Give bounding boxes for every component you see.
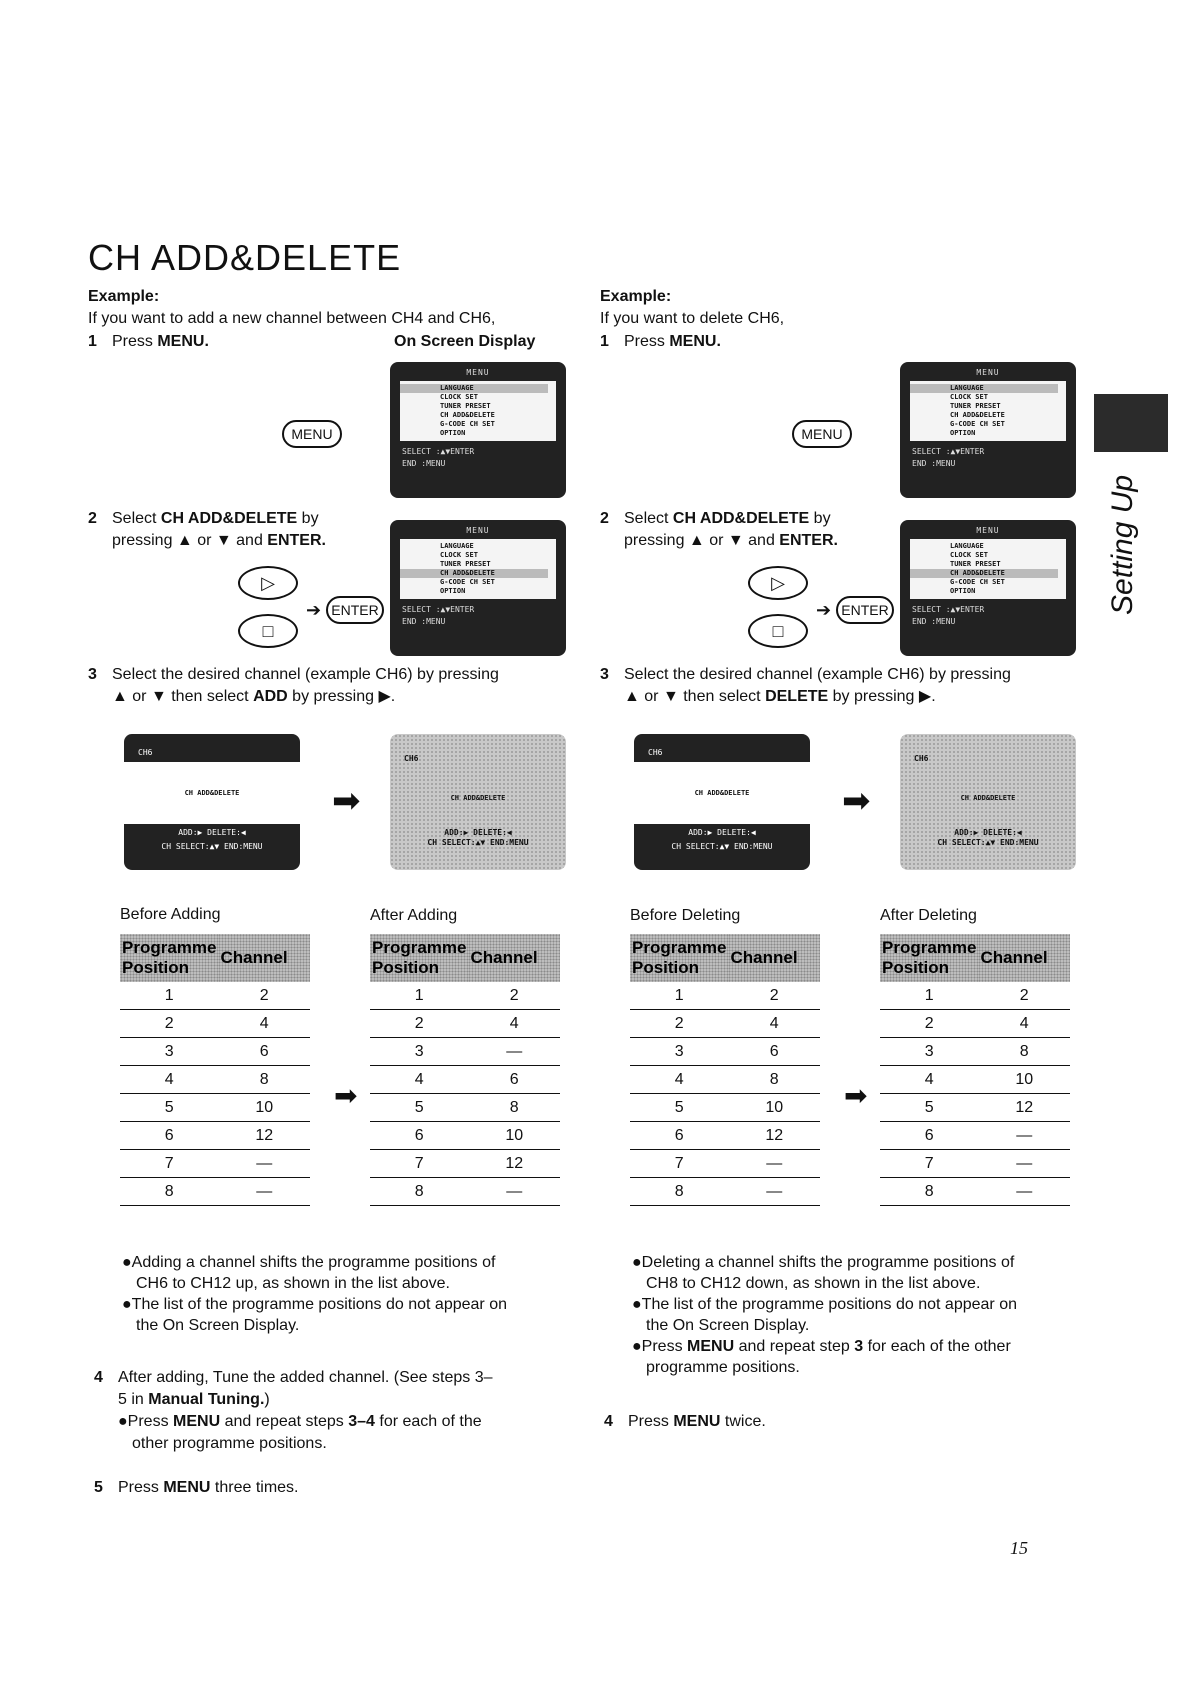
table-row — [120, 1010, 310, 1038]
osd-item: TUNER PRESET — [440, 560, 491, 568]
osd-item: CLOCK SET — [950, 551, 988, 559]
step-text: by — [297, 510, 319, 527]
table-row — [630, 1066, 820, 1094]
channel-cell: 8 — [468, 1094, 560, 1122]
left-step5 — [94, 1477, 298, 1499]
channel-cell: 12 — [728, 1122, 820, 1150]
col-header-channel: Channel — [468, 934, 560, 982]
right-step4 — [604, 1411, 766, 1433]
step-number: 4 — [94, 1369, 103, 1386]
step-text: by pressing ▶. — [287, 688, 396, 705]
position-cell: 3 — [630, 1038, 728, 1066]
table-row — [120, 1066, 310, 1094]
osd-menu-list — [400, 539, 556, 599]
position-cell: 5 — [880, 1094, 978, 1122]
osd-item: CH ADD&DELETE — [910, 569, 1058, 578]
channel-cell: — — [978, 1122, 1070, 1150]
osd-footer: SELECT :▲▼ENTER — [402, 605, 475, 614]
channel-cell: 10 — [468, 1122, 560, 1150]
table-row — [120, 1122, 310, 1150]
osd-ch-header: CH6 — [138, 748, 153, 757]
osd-ch-screen-after — [390, 734, 566, 870]
step-text: Press — [628, 1413, 674, 1430]
note-text: ●The list of the programme positions do not appear on — [122, 1296, 507, 1313]
table-row — [630, 1178, 820, 1206]
osd-menu-title: MENU — [466, 368, 490, 377]
position-cell: 3 — [880, 1038, 978, 1066]
osd-ch-body: CH ADD&DELETE — [634, 762, 810, 824]
dpad-down-icon: □ — [748, 614, 808, 648]
position-cell: 1 — [880, 982, 978, 1010]
channel-cell: 10 — [728, 1094, 820, 1122]
position-cell: 4 — [880, 1066, 978, 1094]
osd-ch-header: CH6 — [404, 754, 419, 763]
osd-footer: CH SELECT:▲▼ END:MENU — [671, 842, 773, 851]
osd-footer: ADD:▶ DELETE:◀ — [954, 828, 1022, 837]
osd-item: G-CODE CH SET — [440, 420, 495, 428]
dpad-up-icon: ▷ — [748, 566, 808, 600]
col-header-position: Programme Position — [120, 934, 218, 982]
osd-item: OPTION — [950, 429, 976, 437]
osd-item: LANGUAGE — [950, 542, 984, 550]
table-row — [880, 1122, 1070, 1150]
osd-item: G-CODE CH SET — [950, 578, 1005, 586]
osd-menu-title: MENU — [976, 368, 1000, 377]
position-cell: 6 — [370, 1122, 468, 1150]
position-cell: 7 — [370, 1150, 468, 1178]
enter-button: ENTER — [836, 596, 894, 624]
channel-cell: 4 — [468, 1010, 560, 1038]
note-text: the On Screen Display. — [136, 1317, 300, 1334]
table-row — [370, 1150, 560, 1178]
dpad-down-icon: □ — [238, 614, 298, 648]
right-example-text: If you want to delete CH6, — [600, 310, 785, 327]
position-cell: 7 — [120, 1150, 218, 1178]
step-text: by pressing ▶. — [828, 688, 936, 705]
osd-ch-header: CH6 — [914, 754, 929, 763]
step-key: MENU. — [669, 333, 721, 350]
table-row — [880, 1178, 1070, 1206]
position-cell: 1 — [120, 982, 218, 1010]
before-adding-label: Before Adding — [120, 906, 221, 923]
osd-item: OPTION — [440, 429, 466, 437]
table-row — [630, 1122, 820, 1150]
osd-menu-screen-selected — [390, 520, 566, 656]
channel-cell: — — [728, 1150, 820, 1178]
section-tab-label: Setting Up — [1106, 474, 1139, 615]
step-number: 5 — [94, 1479, 103, 1496]
position-cell: 5 — [120, 1094, 218, 1122]
step-number: 4 — [604, 1413, 613, 1430]
col-header-channel: Channel — [218, 934, 310, 982]
channel-cell: 6 — [468, 1066, 560, 1094]
step-text: Press — [112, 333, 158, 350]
step-text: After adding, Tune the added channel. (See steps 3– — [118, 1369, 493, 1386]
note-text: ●Deleting a channel shifts the programme positions of — [632, 1254, 1015, 1271]
channel-cell: — — [468, 1038, 560, 1066]
osd-item: TUNER PRESET — [440, 402, 491, 410]
page-number: 15 — [1010, 1538, 1028, 1558]
channel-cell: 6 — [728, 1038, 820, 1066]
position-cell: 6 — [880, 1122, 978, 1150]
col-header-position: Programme Position — [880, 934, 978, 982]
position-cell: 8 — [370, 1178, 468, 1206]
table-row — [370, 1178, 560, 1206]
col-header-position: Programme Position — [370, 934, 468, 982]
position-cell: 4 — [120, 1066, 218, 1094]
channel-cell: 8 — [728, 1066, 820, 1094]
osd-item: LANGUAGE — [400, 384, 548, 393]
osd-item: OPTION — [440, 587, 466, 595]
osd-menu-title: MENU — [976, 526, 1000, 535]
table-row — [370, 982, 560, 1010]
osd-menu-list — [910, 381, 1066, 441]
page-title: CH ADD&DELETE — [88, 237, 402, 278]
step-text: Select the desired channel (example CH6) by pressing — [624, 666, 1011, 683]
left-example-label: Example: — [88, 288, 160, 305]
position-cell: 5 — [370, 1094, 468, 1122]
channel-cell: — — [978, 1178, 1070, 1206]
table-row — [120, 1150, 310, 1178]
osd-item: OPTION — [950, 587, 976, 595]
step-text: Select — [624, 510, 673, 527]
before-deleting-label: Before Deleting — [630, 907, 741, 924]
after-adding-label: After Adding — [370, 907, 458, 924]
step-text: 5 in — [118, 1391, 149, 1408]
osd-menu-screen-selected — [900, 520, 1076, 656]
channel-cell: 4 — [218, 1010, 310, 1038]
position-cell: 3 — [370, 1038, 468, 1066]
position-cell: 8 — [630, 1178, 728, 1206]
position-cell: 1 — [630, 982, 728, 1010]
step-text: twice. — [720, 1413, 766, 1430]
position-cell: 2 — [370, 1010, 468, 1038]
osd-item: G-CODE CH SET — [950, 420, 1005, 428]
table-row — [630, 1038, 820, 1066]
channel-cell: — — [218, 1150, 310, 1178]
position-cell: 4 — [370, 1066, 468, 1094]
note-text: the On Screen Display. — [646, 1317, 810, 1334]
step-key: Manual Tuning. — [148, 1391, 265, 1408]
menu-button: MENU — [792, 420, 852, 448]
osd-item: CLOCK SET — [440, 393, 478, 401]
dpad-up-icon: ▷ — [238, 566, 298, 600]
step-text: Select the desired channel (example CH6) by pressing — [112, 666, 499, 683]
table-row — [370, 1066, 560, 1094]
table-row — [880, 1094, 1070, 1122]
right-step3 — [600, 664, 1011, 708]
note-text: ●Press MENU and repeat step 3 for each of the other — [632, 1338, 1011, 1355]
col-header-position: Programme Position — [630, 934, 728, 982]
osd-ch-header: CH6 — [648, 748, 663, 757]
step-text: Press — [118, 1479, 164, 1496]
osd-footer: CH SELECT:▲▼ END:MENU — [427, 838, 529, 847]
table-row — [630, 1094, 820, 1122]
arrow-right-icon: ➡ — [844, 1080, 868, 1111]
osd-item: CH ADD&DELETE — [400, 569, 548, 578]
osd-menu-list — [910, 539, 1066, 599]
step-text: ) — [264, 1391, 270, 1408]
osd-item: LANGUAGE — [440, 542, 474, 550]
table-row — [630, 1150, 820, 1178]
col-header-channel: Channel — [728, 934, 820, 982]
osd-footer: END :MENU — [402, 459, 446, 468]
channel-cell: 2 — [978, 982, 1070, 1010]
before-deleting-table — [630, 934, 820, 1206]
osd-item: TUNER PRESET — [950, 402, 1001, 410]
arrow-right-icon: ➡ — [334, 1080, 358, 1111]
step-key: MENU — [173, 1413, 221, 1430]
position-cell: 8 — [880, 1178, 978, 1206]
channel-cell: 12 — [978, 1094, 1070, 1122]
osd-item: LANGUAGE — [910, 384, 1058, 393]
step-text: pressing ▲ or ▼ and — [624, 532, 780, 549]
osd-ch-screen-after — [900, 734, 1076, 870]
step-key: 3–4 — [348, 1413, 375, 1430]
position-cell: 6 — [630, 1122, 728, 1150]
step-text: Select — [112, 510, 161, 527]
step-text: ▲ or ▼ then select — [112, 688, 254, 705]
table-row — [880, 1038, 1070, 1066]
channel-cell: 6 — [218, 1038, 310, 1066]
position-cell: 5 — [630, 1094, 728, 1122]
step-key: CH ADD&DELETE — [160, 510, 298, 527]
left-example-text: If you want to add a new channel between CH4 and CH6, — [88, 310, 496, 327]
channel-cell: 4 — [978, 1010, 1070, 1038]
osd-footer: END :MENU — [402, 617, 446, 626]
osd-menu-list — [400, 381, 556, 441]
step-key: ENTER. — [779, 532, 838, 549]
osd-menu-screen — [900, 362, 1076, 498]
table-row — [880, 1150, 1070, 1178]
osd-footer: SELECT :▲▼ENTER — [912, 447, 985, 456]
step-text: three times. — [210, 1479, 299, 1496]
position-cell: 4 — [630, 1066, 728, 1094]
section-tab — [1092, 455, 1152, 645]
osd-footer: SELECT :▲▼ENTER — [402, 447, 475, 456]
osd-item: G-CODE CH SET — [440, 578, 495, 586]
step-text: Press — [624, 333, 670, 350]
arrow-right-icon: ➔ — [816, 600, 832, 620]
channel-cell: — — [468, 1178, 560, 1206]
osd-item: CLOCK SET — [440, 551, 478, 559]
step-text: pressing ▲ or ▼ and — [112, 532, 268, 549]
right-step2 — [600, 508, 838, 552]
step-text: for each of the — [374, 1413, 482, 1430]
step-text: ▲ or ▼ then select — [624, 688, 766, 705]
table-row — [370, 1038, 560, 1066]
osd-label: On Screen Display — [394, 333, 536, 350]
col-header-channel: Channel — [978, 934, 1070, 982]
channel-cell: — — [728, 1178, 820, 1206]
after-deleting-label: After Deleting — [880, 907, 977, 924]
left-step2 — [88, 508, 326, 552]
channel-cell: — — [978, 1150, 1070, 1178]
osd-item: CH ADD&DELETE — [440, 411, 495, 419]
position-cell: 2 — [120, 1010, 218, 1038]
position-cell: 1 — [370, 982, 468, 1010]
section-tab-marker — [1094, 394, 1168, 452]
position-cell: 3 — [120, 1038, 218, 1066]
channel-cell: 8 — [978, 1038, 1070, 1066]
channel-cell: 12 — [468, 1150, 560, 1178]
note-text: ●Adding a channel shifts the programme positions of — [122, 1254, 496, 1271]
step-number: 2 — [88, 510, 97, 527]
left-step1 — [88, 331, 209, 353]
osd-ch-body: CH ADD&DELETE — [960, 794, 1016, 802]
osd-ch-body: CH ADD&DELETE — [450, 794, 506, 802]
step-key: DELETE — [765, 688, 829, 705]
step-text: by — [809, 510, 831, 527]
table-row — [880, 1066, 1070, 1094]
note-text: CH8 to CH12 down, as shown in the list above. — [646, 1275, 981, 1292]
table-row — [880, 1010, 1070, 1038]
channel-cell: 10 — [978, 1066, 1070, 1094]
channel-cell: 2 — [468, 982, 560, 1010]
left-step3 — [88, 664, 499, 708]
osd-ch-screen — [634, 734, 810, 870]
position-cell: 7 — [880, 1150, 978, 1178]
osd-footer: CH SELECT:▲▼ END:MENU — [937, 838, 1039, 847]
after-adding-table — [370, 934, 560, 1206]
osd-footer: CH SELECT:▲▼ END:MENU — [161, 842, 263, 851]
table-row — [370, 1094, 560, 1122]
position-cell: 2 — [630, 1010, 728, 1038]
osd-menu-title: MENU — [466, 526, 490, 535]
osd-footer: ADD:▶ DELETE:◀ — [178, 828, 246, 837]
note-text: ●The list of the programme positions do not appear on — [632, 1296, 1017, 1313]
step-number: 2 — [600, 510, 609, 527]
osd-menu-screen — [390, 362, 566, 498]
before-adding-table — [120, 934, 310, 1206]
osd-footer: END :MENU — [912, 617, 956, 626]
step-text: and repeat steps — [220, 1413, 349, 1430]
step-key: MENU. — [157, 333, 209, 350]
position-cell: 8 — [120, 1178, 218, 1206]
step-number: 3 — [88, 666, 97, 683]
left-notes — [122, 1252, 507, 1336]
osd-item: CH ADD&DELETE — [950, 411, 1005, 419]
enter-button: ENTER — [326, 596, 384, 624]
step-key: ADD — [253, 688, 288, 705]
osd-item: CLOCK SET — [950, 393, 988, 401]
table-row — [880, 982, 1070, 1010]
table-row — [630, 982, 820, 1010]
position-cell: 7 — [630, 1150, 728, 1178]
menu-button: MENU — [282, 420, 342, 448]
osd-item: TUNER PRESET — [950, 560, 1001, 568]
left-step4 — [94, 1367, 493, 1455]
note-text: programme positions. — [646, 1359, 800, 1376]
channel-cell: 4 — [728, 1010, 820, 1038]
osd-footer: END :MENU — [912, 459, 956, 468]
arrow-right-icon: ➔ — [306, 600, 322, 620]
step-key: CH ADD&DELETE — [672, 510, 810, 527]
osd-ch-screen — [124, 734, 300, 870]
channel-cell: — — [218, 1178, 310, 1206]
right-example-label: Example: — [600, 288, 672, 305]
step-text: other programme positions. — [132, 1435, 327, 1452]
step-key: MENU — [673, 1413, 721, 1430]
osd-footer: ADD:▶ DELETE:◀ — [444, 828, 512, 837]
right-step1 — [600, 331, 721, 353]
osd-footer: ADD:▶ DELETE:◀ — [688, 828, 756, 837]
position-cell: 2 — [880, 1010, 978, 1038]
right-notes — [632, 1252, 1017, 1378]
table-row — [120, 982, 310, 1010]
table-row — [120, 1178, 310, 1206]
channel-cell: 10 — [218, 1094, 310, 1122]
step-number: 1 — [88, 333, 97, 350]
step-key: ENTER. — [267, 532, 326, 549]
channel-cell: 8 — [218, 1066, 310, 1094]
table-row — [120, 1038, 310, 1066]
step-number: 3 — [600, 666, 609, 683]
after-deleting-table — [880, 934, 1070, 1206]
note-text: CH6 to CH12 up, as shown in the list above. — [136, 1275, 450, 1292]
channel-cell: 2 — [218, 982, 310, 1010]
step-text: ●Press — [118, 1413, 174, 1430]
arrow-right-icon: ➡ — [842, 782, 871, 820]
osd-footer: SELECT :▲▼ENTER — [912, 605, 985, 614]
osd-ch-body: CH ADD&DELETE — [124, 762, 300, 824]
table-row — [370, 1010, 560, 1038]
channel-cell: 12 — [218, 1122, 310, 1150]
step-key: MENU — [163, 1479, 211, 1496]
arrow-right-icon: ➡ — [332, 782, 361, 820]
step-number: 1 — [600, 333, 609, 350]
table-row — [370, 1122, 560, 1150]
channel-cell: 2 — [728, 982, 820, 1010]
table-row — [630, 1010, 820, 1038]
table-row — [120, 1094, 310, 1122]
position-cell: 6 — [120, 1122, 218, 1150]
